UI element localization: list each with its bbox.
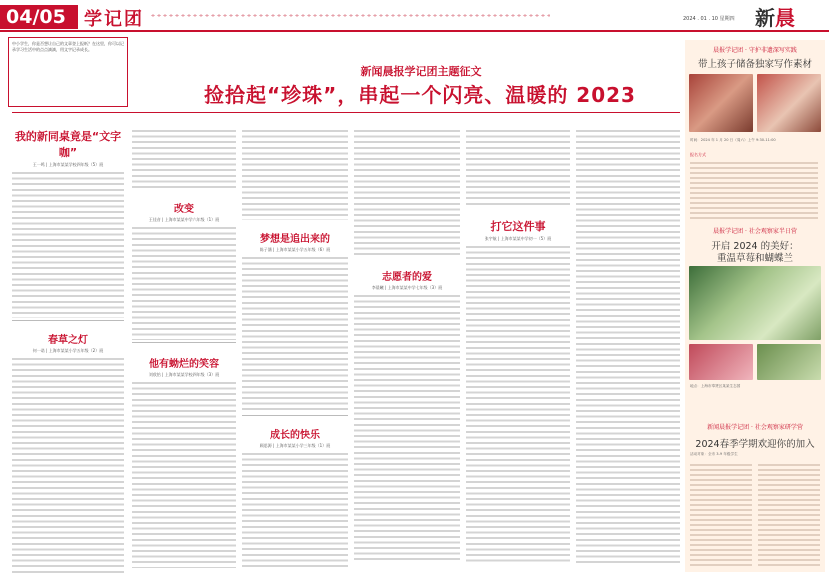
article-body	[354, 128, 460, 256]
article-body	[466, 244, 570, 564]
title-rule	[12, 112, 680, 113]
article-byline: 陈子涵 | 上海市某某小学五年级（6）班	[259, 247, 331, 252]
sidebar-body	[690, 462, 752, 566]
article-byline: 王佳音 | 上海市某某中学六年级（1）班	[148, 217, 220, 222]
activity-photo	[757, 74, 821, 132]
article-byline: 顾思源 | 上海市某某小学三年级（1）班	[259, 443, 331, 448]
activity-photo	[689, 266, 821, 340]
article-body	[12, 170, 124, 318]
activity-photo	[757, 344, 821, 380]
column-1	[12, 128, 124, 574]
article-title: 改变	[174, 204, 194, 215]
article-byline: 刘欣怡 | 上海市某某学校四年级（3）班	[148, 372, 220, 377]
article-body	[132, 380, 236, 568]
feature-title: 捡拾起“珍珠”，串起一个闪亮、温暖的 2023	[204, 83, 636, 107]
article-body	[242, 128, 348, 220]
article-title: 我的新同桌竟是“文字咖”	[14, 130, 122, 159]
article-body	[354, 293, 460, 563]
intro-text: 中小学生，你是否想让自己的文章登上报纸？在这里，你可以记录学习生活中的点点滴滴，用文字记录成长。	[12, 41, 124, 52]
article-title: 春草之灯	[48, 335, 88, 346]
sidebar-kicker: 晨报学记团 · 守护非遗深写实践	[713, 47, 797, 54]
sidebar-caption: 时间：2024 年 1 月 20 日（周六）上午 9:30-11:00	[690, 138, 776, 142]
masthead-rule	[0, 30, 829, 32]
article-body	[132, 128, 236, 190]
article-divider	[242, 415, 348, 416]
feature-kicker: 新闻晨报学记团主题征文	[360, 65, 482, 78]
article-title: 成长的快乐	[270, 430, 320, 441]
sidebar-title: 重温草莓和蝴蝶兰	[716, 253, 793, 264]
sidebar-caption: 地点：上海市奉贤区某某生态园	[690, 384, 741, 388]
article-body	[576, 128, 680, 564]
activity-photo	[689, 344, 753, 380]
article-title: 梦想是追出来的	[260, 234, 330, 245]
article-body	[242, 255, 348, 413]
article-title: 他有蚴烂的笑容	[149, 359, 219, 370]
article-divider	[132, 342, 236, 343]
sidebar-title: 2024春季学期欢迎你的加入	[695, 439, 815, 450]
column-6	[576, 128, 680, 564]
column-5	[466, 128, 570, 564]
sidebar-caption: 活动对象：全市 3-9 年级学生	[690, 452, 738, 456]
article-body	[466, 128, 570, 208]
article-byline: 张宇航 | 上海市某某中学初一（5）班	[484, 236, 552, 241]
logo-main: 新	[755, 6, 775, 30]
section-name: 学记团	[84, 9, 144, 30]
sidebar-title: 带上孩子储备独家写作素材	[697, 59, 812, 70]
masthead	[0, 0, 829, 30]
article-divider	[12, 320, 124, 321]
activity-photo	[689, 74, 753, 132]
article-byline: 王一鸣 | 上海市某某学校四年级（5）班	[32, 162, 104, 167]
sidebar-body	[758, 462, 820, 566]
sidebar-label: 报名方式	[690, 152, 706, 157]
sidebar-kicker: 新闻晨报学记团 · 社会观察家研学营	[707, 424, 803, 431]
article-byline: 何一诺 | 上海市某某小学五年级（2）班	[32, 348, 104, 353]
logo-accent: 晨	[775, 6, 795, 30]
article-title: 志愿者的爱	[382, 272, 432, 283]
article-title: 打它这件事	[490, 220, 546, 233]
article-byline: 李晨曦 | 上海市某某中学七年级（3）班	[371, 285, 443, 290]
intro-box	[8, 37, 128, 107]
sidebar	[685, 40, 825, 572]
article-body	[12, 356, 124, 574]
column-2	[132, 128, 236, 568]
page-number-badge: 04/05	[0, 5, 78, 29]
sidebar-kicker: 晨报学记团 · 社会观察家半日营	[713, 228, 797, 235]
article-body	[242, 451, 348, 569]
sidebar-title: 开启 2024 的美好：	[711, 241, 799, 252]
column-4	[354, 128, 460, 563]
column-3	[242, 128, 348, 569]
issue-date: 2024 . 01 . 10 星期四	[683, 16, 735, 22]
article-body	[132, 225, 236, 340]
header-dot-pattern	[150, 14, 550, 17]
newspaper-logo	[755, 2, 827, 30]
sidebar-body	[690, 160, 818, 220]
